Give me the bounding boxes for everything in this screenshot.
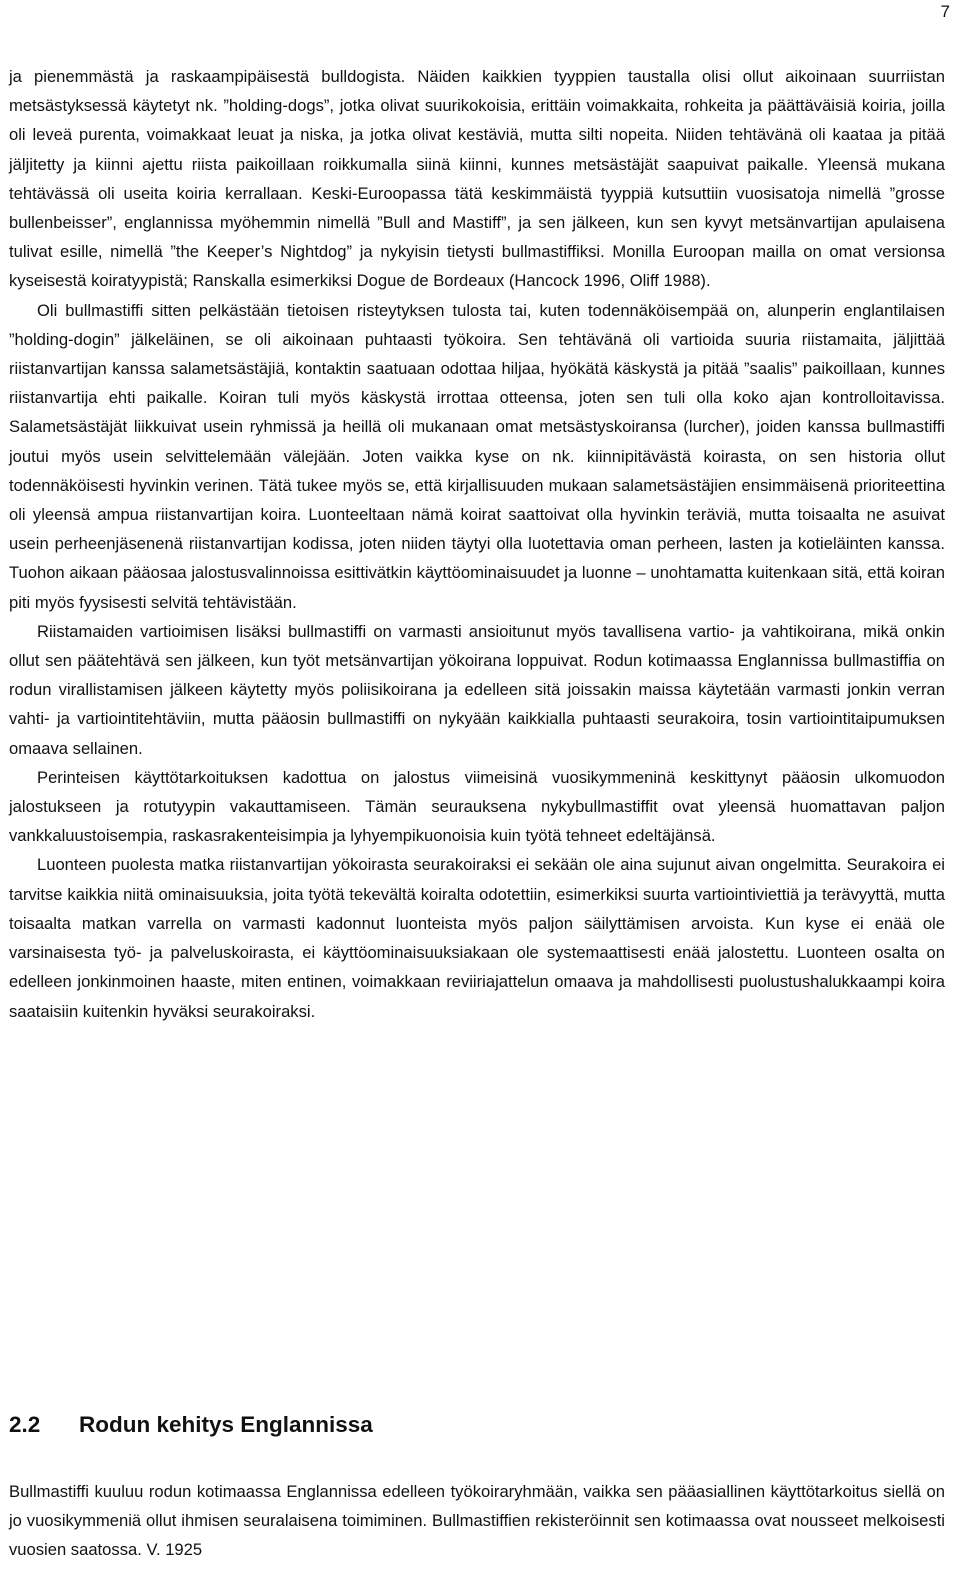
section-body-text [9, 1477, 945, 1565]
page-number: 7 [940, 2, 950, 21]
section-title: Rodun kehitys Englannissa [79, 1412, 373, 1437]
paragraph-1: ja pienemmästä ja raskaampipäisestä bulldogista. Näiden kaikkien tyyppien taustalla olisi ollut aikoinaan suurriistan metsästyksessä käytetyt nk. ”holding-dogs”, jotka olivat suurikokoisia, erittäin voimakkaita, rohkeita ja päättäväisiä koiria, joilla oli leveä purenta, voimakkaat leuat ja niska, ja jotka olivat kestäviä, mutta silti nopeita. Niiden tehtävänä oli kaataa ja pitää jäljitetty ja kiinni ajettu riista paikoillaan roikkumalla siinä kiinni, kunnes metsästäjät saapuivat paikalle. Yleensä mukana tehtävässä oli useita koiria kerrallaan. Keski-Euroopassa tätä keskimmäistä tyyppiä kutsuttiin vuosisatoja nimellä ”grosse bullenbeisser”, englannissa myöhemmin nimellä ”Bull and Mastiff”, ja sen jälkeen, kun sen kyvyt metsänvartijan apulaisena tulivat esille, nimellä ”the Keeper’s Nightdog” ja nykyisin tietysti bullmastiffiksi. Monilla Euroopan mailla on omat versionsa kyseisestä koiratyypistä; Ranskalla esimerkiksi Dogue de Bordeaux (Hancock 1996, Oliff 1988). [9, 67, 945, 291]
paragraph-3: Riistamaiden vartioimisen lisäksi bullmastiffi on varmasti ansioitunut myös tavallisena vartio- ja vahtikoirana, mikä onkin ollut sen päätehtävä sen jälkeen, kun työt metsänvartijan yökoirana loppuivat. Rodun kotimaassa Englannissa bullmastiffia on rodun virallistamisen jälkeen käytetty myös poliisikoirana ja edelleen sitä joissakin maissa käytetään varmasti jonkin verran vahti- ja vartiointitehtäviin, mutta pääosin bullmastiffi on nykyään kaikkialla puhtaasti seurakoira, tosin vartiointitaipumuksen omaava sellainen. [9, 621, 945, 758]
paragraph-4: Perinteisen käyttötarkoituksen kadottua on jalostus viimeisinä vuosikymmeninä keskittynyt pääosin ulkomuodon jalostukseen ja rotutyypin vakauttamiseen. Tämän seurauksena nykybullmastiffit ovat yleensä huomattavan paljon vankkaluustoisempia, raskasrakenteisimpia ja lyhyempikuonoisia kuin työtä tehneet edeltäjänsä. [9, 767, 945, 846]
section-number: 2.2 [9, 1412, 41, 1437]
section-heading [9, 1412, 373, 1438]
body-text [9, 62, 945, 1026]
section-paragraph-1: Bullmastiffi kuuluu rodun kotimaassa Englannissa edelleen työkoiraryhmään, vaikka sen pääasiallinen käyttötarkoitus siellä on jo vuosikymmeniä ollut ihmisen seuralaisena toimiminen. Bullmastiffien rekisteröinnit sen kotimaassa ovat nousseet melkoisesti vuosien saatossa. V. 1925 [9, 1482, 945, 1560]
paragraph-5: Luonteen puolesta matka riistanvartijan yökoirasta seurakoiraksi ei sekään ole aina sujunut aivan ongelmitta. Seurakoira ei tarvitse kaikkia niitä ominaisuuksia, joita työtä tekevältä koiralta odotettiin, esimerkiksi suurta vartiointiviettiä ja terävyyttä, mutta toisaalta matkan varrella on varmasti kadonnut luonteista myös paljon säilyttämisen arvoista. Kun kyse ei enää ole varsinaisesta työ- ja palveluskoirasta, ei käyttöominaisuuksiakaan ole systemaattisesti enää jalostettu. Luonteen osalta on edelleen jonkinmoinen haaste, miten entinen, voimakkaan reviiriajattelun omaava ja mahdollisesti puolustushalukkaampi koira saataisiin kuitenkin hyväksi seurakoiraksi. [9, 855, 945, 1021]
paragraph-2: Oli bullmastiffi sitten pelkästään tietoisen risteytyksen tulosta tai, kuten todennäköisempää on, alunperin englantilaisen ”holding-dogin” jälkeläinen, se oli aikoinaan puhtaasti työkoira. Sen tehtävänä oli vartioida suuria riistamaita, jäljittää riistanvartijan kanssa salametsästäjiä, kontaktin saatuaan odottaa hiljaa, hyökätä käskystä ja pitää ”saalis” paikoillaan, kunnes riistanvartija ehti paikalle. Koiran tuli myös käskystä irrottaa otteensa, joten sen tuli olla koko ajan kontrolloitavissa. Salametsästäjät liikkuivat usein ryhmissä ja heillä oli mukanaan omat metsästyskoiransa (lurcher), joiden kanssa bullmastiffi joutui myös usein selvittelemään välejään. Joten vaikka kyse on nk. kiinnipitävästä koirasta, on sen historia ollut todennäköisesti hyvinkin verinen. Tätä tukee myös se, että kirjallisuuden mukaan salametsästäjien ensimmäisenä prioriteettina oli yleensä ampua riistanvartijan koira. Luonteeltaan nämä koirat saattoivat olla hyvinkin teräviä, mutta toisaalta ne asuivat usein perheenjäsenenä riistanvartijan kodissa, joten niiden täytyi olla luotettavia oman perheen, lasten ja kotieläinten kanssa. Tuohon aikaan pääosaa jalostusvalinnoissa esittivätkin käyttöominaisuudet ja luonne – unohtamatta kuitenkaan sitä, että koiran piti myös fyysisesti selvitä tehtävistään. [9, 300, 945, 612]
